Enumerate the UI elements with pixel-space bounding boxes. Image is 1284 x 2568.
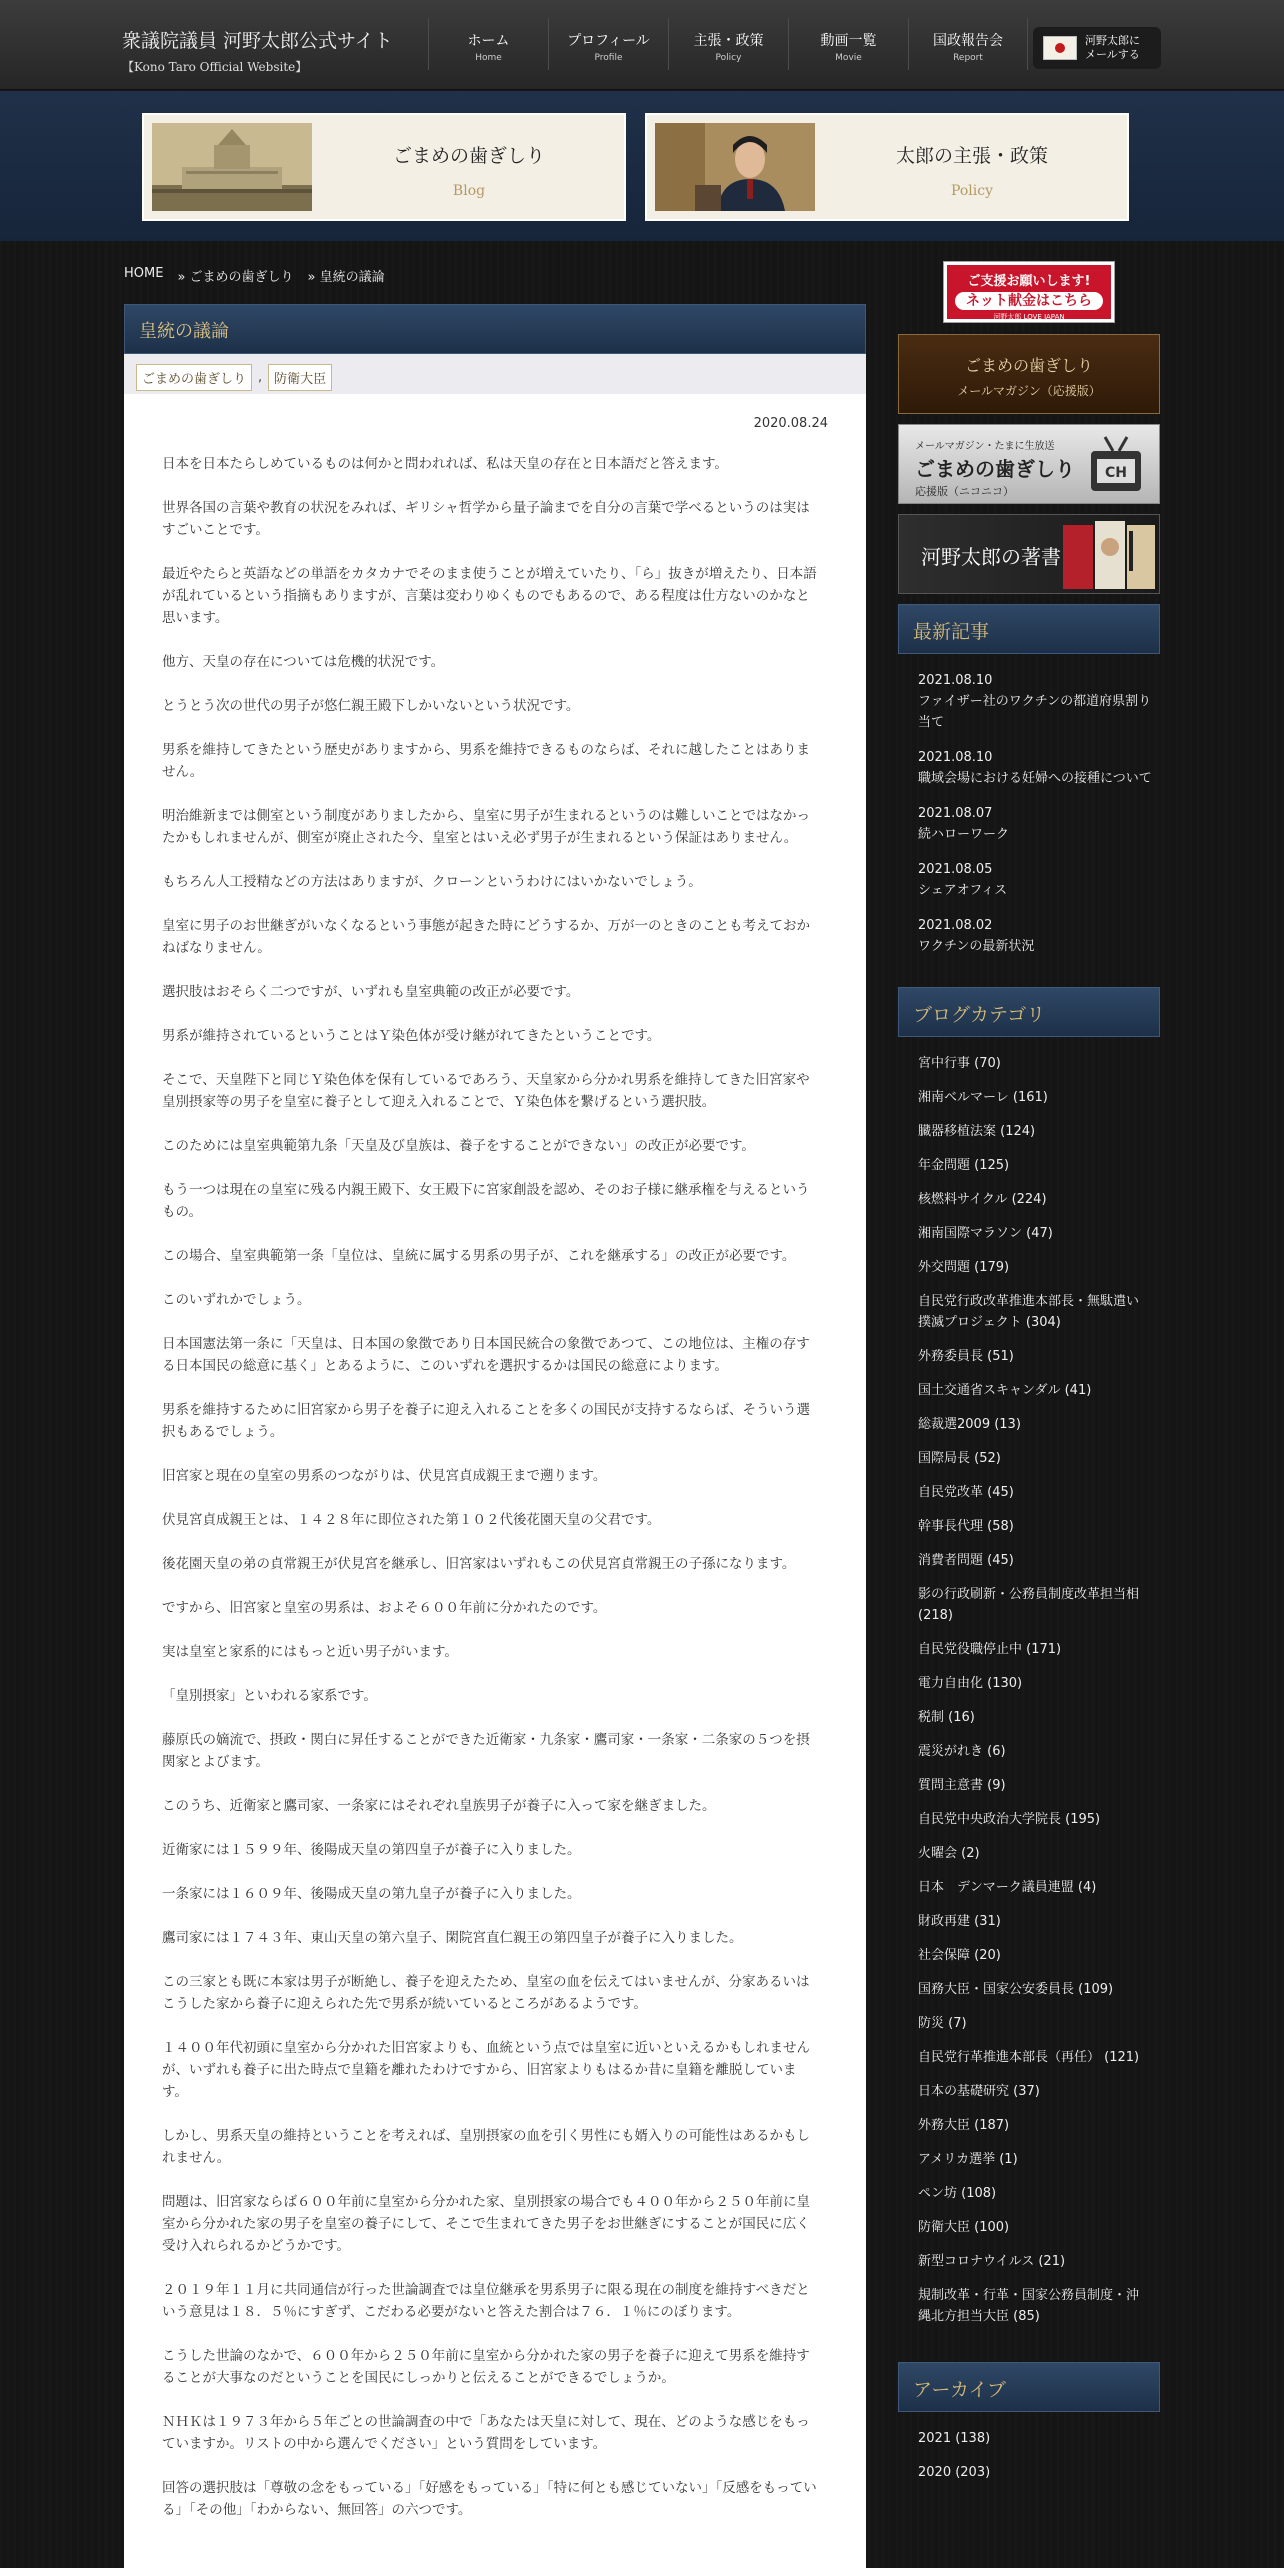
post-paragraph: この場合、皇室典範第一条「皇位は、皇統に属する男系の男子が、これを継承する」の改正が必要です。 [162,1248,796,1264]
donation-line1: ご支援お願いします! [967,274,1091,289]
category-link[interactable]: 核燃料サイクル (224) [918,1192,1047,1207]
post-paragraph: 実は皇室と家系的にはもっと近い男子がいます。 [162,1644,458,1660]
recent-title: ファイザー社のワクチンの都道府県割り当て [918,694,1152,730]
recent-title: ワクチンの最新状況 [918,939,1035,954]
recent-date: 2021.08.05 [918,862,993,877]
category-link[interactable]: 国務大臣・国家公安委員長 (109) [918,1982,1114,1997]
category-link[interactable]: 自民党役職停止中 (171) [918,1642,1062,1657]
policy-banner-title: 太郎の主張・政策 [895,145,1048,167]
category-link[interactable]: 外交問題 (179) [918,1260,1010,1275]
post-paragraph: 男系を維持してきたという歴史がありますから、男系を維持できるものならば、それに越したことはありません。 [162,742,810,780]
recent-title: 続ハローワーク [918,827,1010,842]
mail-button[interactable] [1033,27,1161,69]
book-covers-image [1063,519,1155,591]
category-link[interactable]: 震災がれき (6) [918,1744,1006,1759]
category-link[interactable]: 宮中行事 (70) [918,1056,1001,1071]
nav-profile[interactable] [548,18,668,70]
category-link[interactable]: 影の行政刷新・公務員制度改革担当相 (218) [918,1587,1140,1623]
category-link[interactable]: 湘南ベルマーレ (161) [918,1090,1048,1105]
post-paragraphs [162,453,821,2521]
sidebar [898,262,1160,2508]
post-paragraph: 鷹司家には１７４３年、東山天皇の第六皇子、閑院宮直仁親王の第四皇子が養子に入りました。 [162,1930,743,1946]
breadcrumb-current: » 皇統の議論 [307,270,385,285]
recent-date: 2021.08.02 [918,918,993,933]
nav-sublabel: Policy [715,53,742,63]
post-paragraph: 他方、天皇の存在については危機的状況です。 [162,654,445,670]
category-link[interactable]: 新型コロナウイルス (21) [918,2254,1066,2269]
breadcrumb-blog[interactable]: » ごまめの歯ぎしり [177,270,294,285]
archive-list [898,2412,1160,2508]
recent-post[interactable] [918,859,1160,901]
recent-post[interactable] [918,747,1160,789]
banner-area [0,91,1284,241]
post-paragraph: 皇室に男子のお世継ぎがいなくなるという事態が起きた時にどうするか、万が一のときのことも考えておかねばなりません。 [162,918,810,956]
category-link[interactable]: 電力自由化 (130) [918,1676,1023,1691]
japan-flag-icon [1043,36,1077,60]
category-link[interactable]: 臓器移植法案 (124) [918,1124,1036,1139]
post-paragraph: ですから、旧宮家と皇室の男系は、およそ６００年前に分かれたのです。 [162,1600,607,1616]
category-link[interactable]: 自民党行革推進本部長（再任） (121) [918,2050,1140,2065]
category-link[interactable]: 自民党行政改革推進本部長・無駄遣い撲滅プロジェクト (304) [918,1294,1140,1330]
category-link[interactable]: 税制 (16) [918,1710,975,1725]
site-subtitle: 【Kono Taro Official Website】 [122,60,308,74]
recent-post[interactable] [918,803,1160,845]
post-paragraph: 一条家には１６０９年、後陽成天皇の第九皇子が養子に入りました。 [162,1886,581,1902]
recent-post[interactable] [918,915,1160,957]
post-paragraph: 藤原氏の嫡流で、摂政・関白に昇任することができた近衛家・九条家・鷹司家・一条家・二条家の５つを摂関家とよびます。 [162,1732,810,1770]
category-link[interactable]: 年金問題 (125) [918,1158,1010,1173]
niconico-sub: 応援版（ニコニコ） [915,485,1014,498]
category-link[interactable]: 社会保障 (20) [918,1948,1001,1963]
tag-blog[interactable]: ごまめの歯ぎしり [136,364,252,391]
category-list [898,1037,1160,2352]
tag-defense-minister[interactable]: 防衛大臣 [268,364,332,391]
speaker-photo-image [655,123,815,211]
nav-label: 動画一覧 [820,33,877,49]
post-paragraph: 日本国憲法第一条に「天皇は、日本国の象徴であり日本国民統合の象徴であつて、この地位は、主権の存する日本国民の総意に基く」とあるように、このいずれを選択するかは国民の総意によります。 [162,1336,810,1374]
category-link[interactable]: 外務委員長 (51) [918,1349,1014,1364]
mail-button-label [1085,34,1140,62]
category-link[interactable]: 財政再建 (31) [918,1914,1001,1929]
post-date: 2020.08.24 [753,416,828,431]
site-title[interactable]: 衆議院議員 河野太郎公式サイト [122,30,393,52]
recent-title: シェアオフィス [918,883,1008,898]
blog-banner-sub: Blog [452,183,486,199]
site-header [0,0,1284,90]
post-paragraph: このいずれかでしょう。 [162,1292,311,1308]
main-nav [428,18,1028,70]
mail-line1: 河野太郎に [1085,34,1140,47]
tag-separator: , [258,370,263,385]
nav-label: プロフィール [567,33,650,49]
blog-banner-card[interactable] [142,113,626,221]
category-heading: ブログカテゴリ [898,987,1160,1037]
policy-banner-card[interactable] [645,113,1129,221]
post-paragraph: 伏見宮貞成親王とは、１４２８年に即位された第１０２代後花園天皇の父君です。 [162,1512,661,1528]
mailmag-banner[interactable] [898,334,1160,414]
books-title: 河野太郎の著書 [921,545,1061,569]
post-tags [124,354,866,394]
nav-movie[interactable] [788,18,908,70]
category-link[interactable]: ペン坊 (108) [918,2186,997,2201]
category-link[interactable]: 湘南国際マラソン (47) [918,1226,1053,1241]
category-link[interactable]: 質問主意書 (9) [918,1778,1006,1793]
mailmag-title: ごまめの歯ぎしり [964,356,1093,375]
post-paragraph: １４００年代初頭に皇室から分かれた旧宮家よりも、血統という点では皇室に近いといえるかもしれませんが、いずれも養子に出た時点で皇籍を離れたわけですから、旧宮家よりもはるか昔に皇籍を離脱しています。 [162,2040,810,2100]
archive-link[interactable]: 2021 (138) [918,2431,991,2446]
post-body [124,394,866,2568]
category-link[interactable]: 防災 (7) [918,2016,967,2031]
post-paragraph: このためには皇室典範第九条「天皇及び皇族は、養子をすることができない」の改正が必要です。 [162,1138,755,1154]
category-link[interactable]: 自民党中央政治大学院長 (195) [918,1812,1101,1827]
post-paragraph: しかし、男系天皇の維持ということを考えれば、皇別摂家の血を引く男性にも婿入りの可能性はあるかもしれません。 [162,2128,810,2166]
nav-label: 主張・政策 [693,33,764,49]
nav-sublabel: Profile [594,53,623,63]
blog-banner-title: ごまめの歯ぎしり [392,145,545,167]
books-banner[interactable] [898,514,1160,594]
post-paragraph: こうした世論のなかで、６００年から２５０年前に皇室から分かれた家の男子を養子に迎えて男系を維持することが大事なのだということを国民にしっかりと伝えることができるでしょうか。 [162,2348,810,2386]
post-paragraph: 男系が維持されているということはＹ染色体が受け継がれてきたということです。 [162,1028,661,1044]
nav-policy[interactable] [668,18,788,70]
category-link[interactable]: 国土交通省スキャンダル (41) [918,1383,1092,1398]
category-link[interactable]: 総裁選2009 (13) [918,1417,1021,1432]
svg-text:CH: CH [1105,465,1127,481]
nav-sublabel: Report [953,53,983,63]
post-paragraph: 近衛家には１５９９年、後陽成天皇の第四皇子が養子に入りました。 [162,1842,581,1858]
post-paragraph: 男系を維持するために旧宮家から男子を養子に迎え入れることを多くの国民が支持するならば、そういう選択もあるでしょう。 [162,1402,810,1440]
nav-label: 国政報告会 [933,33,1003,49]
breadcrumb-home[interactable]: HOME [124,266,164,281]
post-paragraph: 世界各国の言葉や教育の状況をみれば、ギリシャ哲学から量子論までを自分の言葉で学べるというのは実はすごいことです。 [162,500,810,538]
category-link[interactable]: 日本 デンマーク議員連盟 (4) [918,1880,1097,1895]
archive-heading: アーカイブ [898,2362,1160,2412]
category-link[interactable]: 国際局長 (52) [918,1451,1001,1466]
post-paragraph: ＮＨＫは１９７３年から５年ごとの世論調査の中で「あなたは天皇に対して、現在、どのような感じをもっていますか。リストの中から選んでください」という質問をしています。 [162,2414,810,2452]
post-paragraph: 選択肢はおそらく二つですが、いずれも皇室典範の改正が必要です。 [162,984,580,1000]
nav-sublabel: Home [475,53,502,63]
recent-posts [898,654,1160,977]
nav-home[interactable] [428,18,548,70]
post-paragraph: 最近やたらと英語などの単語をカタカナでそのまま使うことが増えていたり、「ら」抜きが増えたり、日本語が乱れているという指摘もありますが、言葉は変わりゆくものでもあるので、ある程度は仕方ないのかなと思います。 [162,566,817,626]
niconico-line1: メールマガジン・たまに生放送 [915,441,1055,452]
post-paragraph: とうとう次の世代の男子が悠仁親王殿下しかいないという状況です。 [162,698,580,714]
niconico-banner[interactable] [898,424,1160,504]
category-link[interactable]: 外務大臣 (187) [918,2118,1010,2133]
niconico-logo-icon [1085,433,1147,495]
policy-banner-sub: Policy [951,183,993,199]
post-paragraph: 後花園天皇の弟の貞常親王が伏見宮を継承し、旧宮家はいずれもこの伏見宮貞常親王の子孫になります。 [162,1556,796,1572]
category-link[interactable]: 自民党改革 (45) [918,1485,1014,1500]
recent-post[interactable] [918,670,1160,733]
nav-label: ホーム [467,33,510,49]
category-link[interactable]: アメリカ選挙 (1) [918,2152,1018,2167]
mailmag-sub: メールマガジン（応援版） [957,384,1101,398]
nav-sublabel: Movie [835,53,862,63]
post-paragraph: 明治維新までは側室という制度がありましたから、皇室に男子が生まれるというのは難しいことではなかったかもしれませんが、側室が廃止された今、皇室とはいえ必ず男子が生まれるという保証はありません。 [162,808,810,846]
post-title: 皇統の議論 [124,304,866,354]
post-paragraph: この三家とも既に本家は男子が断絶し、養子を迎えたため、皇室の血を伝えてはいませんが、分家あるいはこうした家から養子に迎えられた先で男系が続いているところがあるようです。 [162,1974,810,2012]
donation-line3: 河野太郎 LOVE JAPAN [993,313,1065,321]
post-paragraph: もちろん人工授精などの方法はありますが、クローンというわけにはいかないでしょう。 [162,874,702,890]
donation-line2: ネット献金はこちら [955,292,1103,310]
category-link[interactable]: 幹事長代理 (58) [918,1519,1014,1534]
diet-building-image [152,123,312,211]
post-paragraph: 日本を日本たらしめているものは何かと問われれば、私は天皇の存在と日本語だと答えます。 [162,456,728,472]
donation-button[interactable] [944,262,1114,322]
niconico-title: ごまめの歯ぎしり [915,457,1075,481]
main-content [124,304,866,2568]
post-paragraph: もう一つは現在の皇室に残る内親王殿下、女王殿下に宮家創設を認め、そのお子様に継承権を与えるというもの。 [162,1182,810,1220]
post-paragraph: そこで、天皇陛下と同じＹ染色体を保有しているであろう、天皇家から分かれ男系を維持してきた旧宮家や皇別摂家等の男子を皇室に養子として迎え入れることで、Ｙ染色体を繋げるという選択肢。 [162,1072,810,1110]
category-link[interactable]: 防衛大臣 (100) [918,2220,1010,2235]
post-paragraph: 旧宮家と現在の皇室の男系のつながりは、伏見宮貞成親王まで遡ります。 [162,1468,607,1484]
post-paragraph: 回答の選択肢は「尊敬の念をもっている」「好感をもっている」「特に何とも感じていない」「反感をもっている」「その他」「わからない、無回答」の六つです。 [162,2480,817,2518]
recent-date: 2021.08.07 [918,806,993,821]
post-paragraph: ２０１９年１１月に共同通信が行った世論調査では皇位継承を男系男子に限る現在の制度を維持すべきだという意見は１８．５％にすぎず、こだわる必要がないと答えた割合は７６．１％にのぼります。 [162,2282,810,2320]
post-paragraph: 問題は、旧宮家ならば６００年前に皇室から分かれた家、皇別摂家の場合でも４００年から２５０年前に皇室から分かれた家の男子を皇室の養子にして、そこで生まれてきた男子をお世継ぎにすることが国民に広く受け入れられるかどうかです。 [162,2194,810,2254]
breadcrumb [124,266,385,285]
category-link[interactable]: 日本の基礎研究 (37) [918,2084,1040,2099]
category-link[interactable]: 火曜会 (2) [918,1846,980,1861]
post-paragraph: このうち、近衛家と鷹司家、一条家にはそれぞれ皇族男子が養子に入って家を継ぎました。 [162,1798,716,1814]
post-paragraph: 「皇別摂家」といわれる家系です。 [162,1688,377,1704]
category-link[interactable]: 規制改革・行革・国家公務員制度・沖縄北方担当大臣 (85) [918,2288,1140,2324]
mail-line2: メールする [1085,48,1140,61]
recent-heading: 最新記事 [898,604,1160,654]
category-link[interactable]: 消費者問題 (45) [918,1553,1014,1568]
archive-link[interactable]: 2020 (203) [918,2465,991,2480]
recent-date: 2021.08.10 [918,750,993,765]
nav-report[interactable] [908,18,1028,70]
recent-date: 2021.08.10 [918,673,993,688]
recent-title: 職域会場における妊婦への接種について [918,771,1152,786]
